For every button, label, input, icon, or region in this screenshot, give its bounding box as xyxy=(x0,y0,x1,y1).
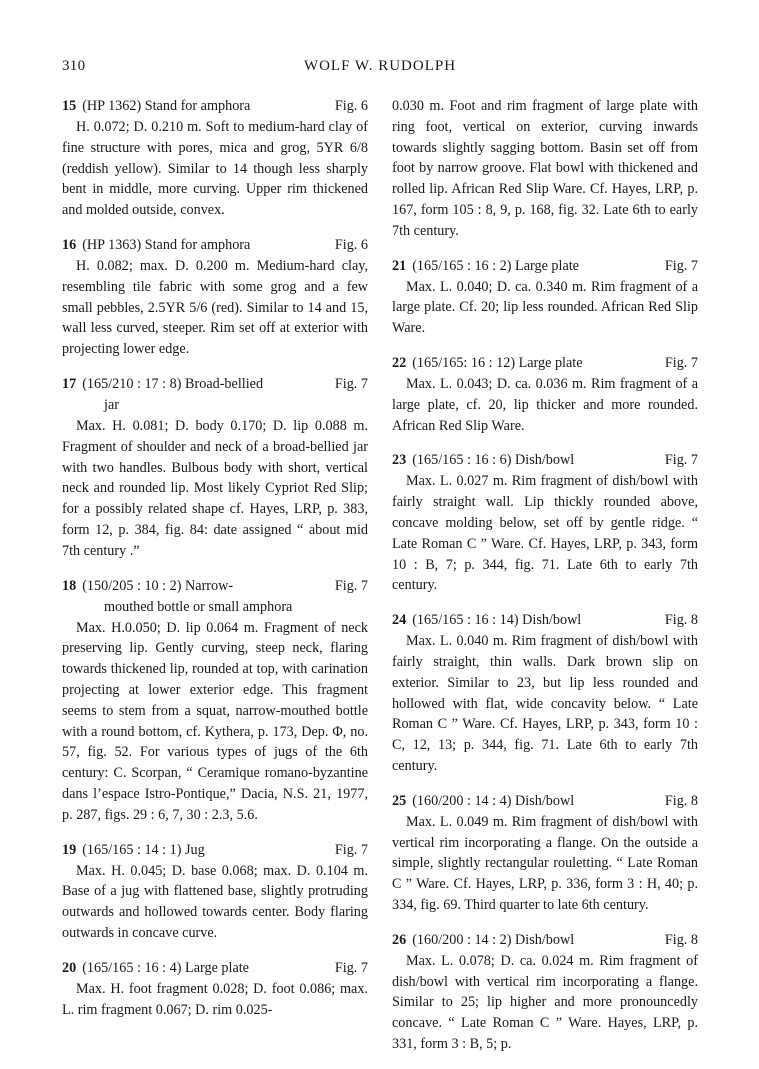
entry-label: (165/165 : 16 : 6) Dish/bowl xyxy=(412,452,575,469)
catalogue-entry xyxy=(62,235,368,360)
entry-label: (165/165 : 14 : 1) Jug xyxy=(82,841,205,858)
entry-label: (160/200 : 14 : 2) Dish/bowl xyxy=(412,931,575,948)
page-number: 310 xyxy=(62,58,86,74)
entry-heading xyxy=(62,374,368,395)
running-head: WOLF W. RUDOLPH xyxy=(303,58,457,74)
entry-number: 21 xyxy=(392,257,407,274)
entry-label: (HP 1362) Stand for amphora xyxy=(82,98,251,114)
entry-heading xyxy=(62,96,368,117)
figure-reference: Fig. 6 xyxy=(334,98,368,114)
entry-description: Max. L. 0.040 m. Rim fragment of dish/bowl with fairly straight, thin walls. Dark brown slip on exterior. Similar to 23, but lip less rounded and hollowed with flat, wide concavity below. “ Late Roman C ” Ware. Cf. Hayes, LRP, p. 343, form 10 : C, 12, 13; p. 344, fig. 71. Late 6th to early 7th century. xyxy=(392,633,698,774)
entry-label: (160/200 : 14 : 4) Dish/bowl xyxy=(412,792,575,809)
entry-label: (165/165 : 16 : 2) Large plate xyxy=(412,257,579,274)
entry-label-continuation: jar xyxy=(104,396,119,413)
entry-label-continuation: mouthed bottle or small amphora xyxy=(104,598,293,615)
figure-reference: Fig. 8 xyxy=(664,612,698,629)
entry-description: Max. H.0.050; D. lip 0.064 m. Fragment of neck preserving lip. Gently curving, steep neck, flaring towards thickened lip, rounded at top, with carination projecting at lower exterior edge. This fragment seems to stem from a squat, narrow-mouthed bottle with a round bottom, cf. Kythera, p. 173, Dep. Φ, no. 57, fig. 52. For various types of jugs of the 6th century: C. Scorpan, “ Ceramique romano-byzantine dans l’espace Istro-Pontique,” Dacia, N.S. 21, 1977, p. 287, figs. 29 : 6, 7, 30 : 2.3, 5.6. xyxy=(62,619,368,823)
entry-number: 20 xyxy=(62,959,77,976)
entry-number: 17 xyxy=(62,375,77,392)
catalogue-entry xyxy=(392,353,698,436)
figure-reference: Fig. 7 xyxy=(334,841,368,858)
entry-label: (165/165 : 16 : 14) Dish/bowl xyxy=(412,612,582,629)
entry-description: Max. L. 0.027 m. Rim fragment of dish/bowl with fairly straight wall. Lip thickly rounded above, concave molding below, set off by gentle ridge. “ Late Roman C ” Ware. Cf. Hayes, LRP, p. 343, form 10 : B, 7; p. 344, fig. 71. Late 6th to early 7th century. xyxy=(392,473,698,594)
entry-description: Max. L. 0.078; D. ca. 0.024 m. Rim fragment of dish/bowl with vertical rim incorporating a flange. Similar to 25; lip higher and more pronouncedly concave. “ Late Roman C ” Ware. Hayes, LRP, p. 331, form 3 : B, 5; p. xyxy=(392,952,698,1052)
entry-label: (165/210 : 17 : 8) Broad-bellied xyxy=(82,375,264,392)
page-header xyxy=(62,58,698,80)
figure-reference: Fig. 7 xyxy=(664,257,698,274)
entry-heading xyxy=(392,791,698,812)
entry-heading xyxy=(392,256,698,277)
entry-number: 15 xyxy=(62,98,77,114)
figure-reference: Fig. 8 xyxy=(664,931,698,948)
catalogue-entry xyxy=(392,791,698,916)
figure-reference: Fig. 8 xyxy=(664,792,698,809)
entry-number: 23 xyxy=(392,452,407,469)
entry-label: (150/205 : 10 : 2) Narrow- xyxy=(82,577,234,594)
catalogue-entry xyxy=(62,374,368,562)
catalogue-entry xyxy=(62,840,368,944)
entry-label: (165/165 : 16 : 4) Large plate xyxy=(82,959,249,976)
entry-number: 18 xyxy=(62,577,77,594)
entry-heading xyxy=(62,235,368,256)
entry-description: Max. L. 0.049 m. Rim fragment of dish/bowl with vertical rim incorporating a flange. On the outside a simple, slightly rectangular rouletting. “ Late Roman C ” Ware. Cf. Hayes, LRP, p. 336, form 3 : H, 40; p. 334, fig. 69. Third quarter to late 6th century. xyxy=(392,813,698,913)
catalogue-entry xyxy=(392,930,698,1055)
entry-number: 19 xyxy=(62,841,77,858)
entry-number: 22 xyxy=(392,354,407,371)
catalogue-entry xyxy=(62,958,368,1021)
entry-heading xyxy=(62,576,368,597)
left-column xyxy=(62,96,368,1034)
entry-description: H. 0.082; max. D. 0.200 m. Medium-hard clay, resembling tile fabric with some grog and a few small pebbles, 2.5YR 5/6 (red). Similar to 14 and 15, wall less curved, steeper. Rim set off at exterior with projecting lower edge. xyxy=(62,257,368,358)
entry-description: Max. L. 0.043; D. ca. 0.036 m. Rim fragment of a large plate, cf. 20, lip thicker and more rounded. African Red Slip Ware. xyxy=(392,375,698,434)
entry-number: 16 xyxy=(62,236,77,253)
entry-continuation xyxy=(392,96,698,242)
figure-reference: Fig. 6 xyxy=(334,236,368,253)
catalogue-entry xyxy=(62,576,368,826)
entry-number: 24 xyxy=(392,612,407,629)
figure-reference: Fig. 7 xyxy=(334,375,368,392)
entry-label: (HP 1363) Stand for amphora xyxy=(82,236,251,253)
entry-heading xyxy=(392,610,698,631)
entry-description: Max. L. 0.040; D. ca. 0.340 m. Rim fragment of a large plate. Cf. 20; lip less rounded. African Red Slip Ware. xyxy=(392,278,698,337)
entry-description: Max. H. 0.045; D. base 0.068; max. D. 0.104 m. Base of a jug with flattened base, slightly protruding outwards and hollowed towards center. Body flaring outwards in concave curve. xyxy=(62,862,368,941)
entry-heading xyxy=(392,930,698,951)
entry-description: H. 0.072; D. 0.210 m. Soft to medium-hard clay of fine structure with pores, mica and grog, 5YR 6/8 (reddish yellow). Similar to 14 though less sharply bent in middle, more curving. Upper rim thickened and molded outside, convex. xyxy=(62,119,368,219)
entry-heading xyxy=(392,353,698,374)
entry-label: (165/165: 16 : 12) Large plate xyxy=(412,354,583,371)
entry-description-continued: 0.030 m. Foot and rim fragment of large plate with ring foot, vertical on exterior, curving inwards towards slightly sagging bottom. Basin set off from foot by narrow groove. Flat bowl with thickened and rolled lip. African Red Slip Ware. Cf. Hayes, LRP, p. 167, form 105 : 8, 9, p. 168, fig. 32. Late 6th to early 7th century. xyxy=(392,98,698,239)
right-column xyxy=(392,96,698,1069)
entry-heading xyxy=(392,450,698,471)
entry-description: Max. H. 0.081; D. body 0.170; D. lip 0.088 m. Fragment of shoulder and neck of a broad-bellied jar with two handles. Bulbous body with short, vertical neck and rounded lip. Most likely Cypriot Red Slip; for a possibly related shape cf. Hayes, LRP, p. 383, form 12, p. 384, fig. 84: date assigned “ about mid 7th century .” xyxy=(62,417,368,559)
figure-reference: Fig. 7 xyxy=(664,452,698,469)
entry-number: 25 xyxy=(392,792,407,809)
figure-reference: Fig. 7 xyxy=(334,577,368,594)
entry-number: 26 xyxy=(392,931,407,948)
catalogue-entry xyxy=(62,96,368,221)
entry-heading xyxy=(62,840,368,861)
catalogue-entry xyxy=(392,450,698,596)
catalogue-entry xyxy=(392,256,698,339)
entry-heading xyxy=(62,958,368,979)
catalogue-entry xyxy=(392,610,698,777)
figure-reference: Fig. 7 xyxy=(664,354,698,371)
entry-description: Max. H. foot fragment 0.028; D. foot 0.086; max. L. rim fragment 0.067; D. rim 0.025- xyxy=(62,980,368,1018)
figure-reference: Fig. 7 xyxy=(334,959,368,976)
